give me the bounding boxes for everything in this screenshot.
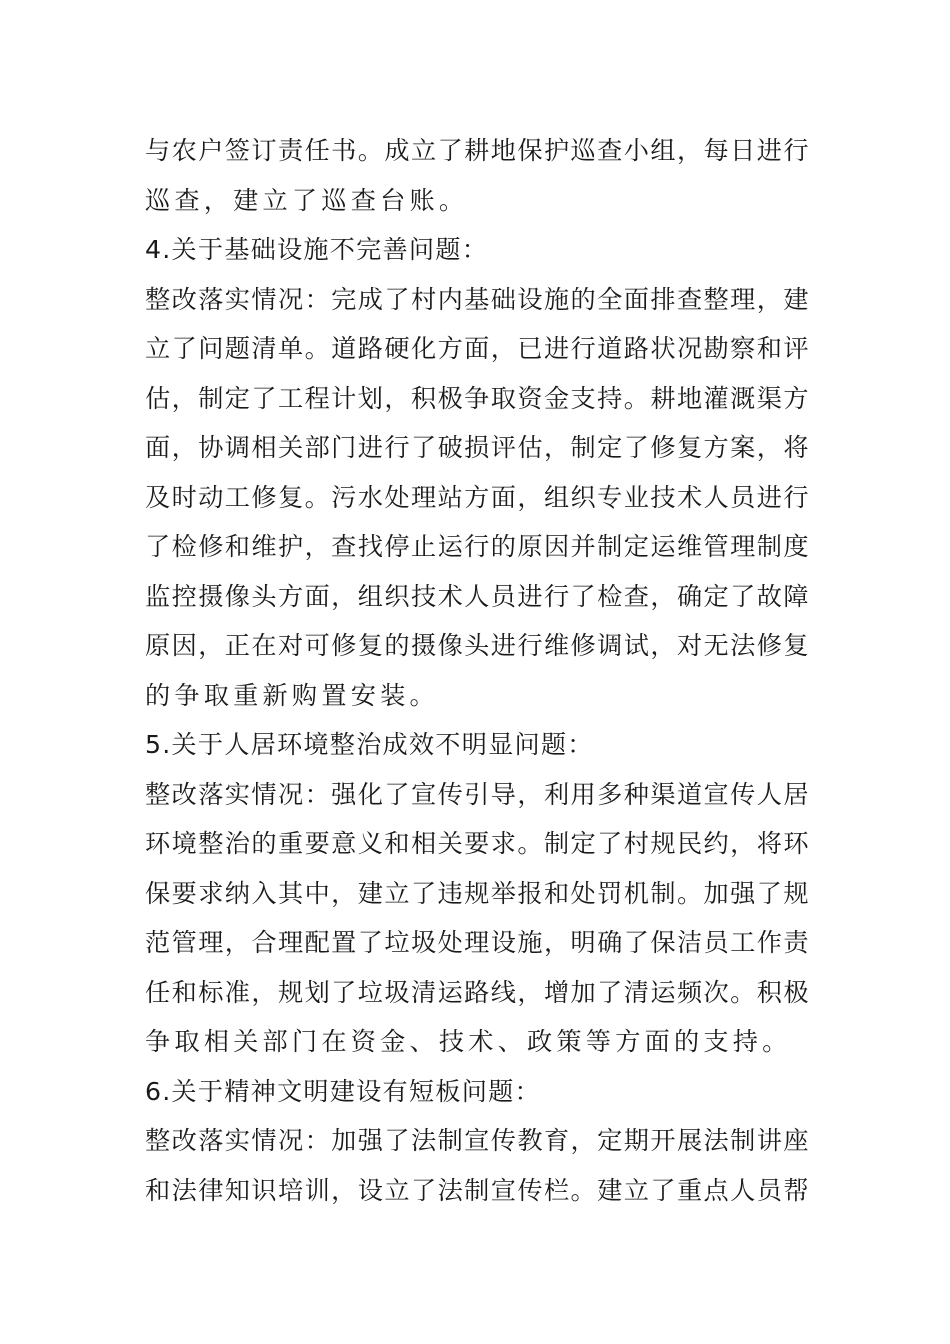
body-line: 了检修和维护，查找停止运行的原因并制定运维管理制度 bbox=[145, 532, 810, 561]
body-line: 整改落实情况：加强了法制宣传教育，定期开展法制讲座 bbox=[145, 1126, 810, 1155]
body-line: 保要求纳入其中，建立了违规举报和处罚机制。加强了规 bbox=[145, 878, 810, 908]
body-line: 环境整治的重要意义和相关要求。制定了村规民约，将环 bbox=[145, 829, 810, 858]
document-body bbox=[145, 126, 810, 1215]
section-heading: 5.关于人居环境整治成效不明显问题： bbox=[145, 730, 594, 759]
body-line: 及时动工修复。污水处理站方面，组织专业技术人员进行 bbox=[145, 482, 810, 512]
body-line: 原因，正在对可修复的摄像头进行维修调试，对无法修复 bbox=[145, 631, 810, 660]
body-line: 与农户签订责任书。成立了耕地保护巡查小组，每日进行 bbox=[145, 136, 810, 165]
section-heading: 4.关于基础设施不完善问题： bbox=[145, 235, 489, 264]
body-line: 范管理，合理配置了垃圾处理设施，明确了保洁员工作责 bbox=[145, 928, 810, 957]
body-line: 任和标准，规划了垃圾清运路线，增加了清运频次。积极 bbox=[145, 977, 810, 1007]
body-line: 估，制定了工程计划，积极争取资金支持。耕地灌溉渠方 bbox=[145, 383, 810, 413]
body-line: 监控摄像头方面，组织技术人员进行了检查，确定了故障 bbox=[145, 581, 810, 611]
body-line: 整改落实情况：完成了村内基础设施的全面排查整理，建 bbox=[145, 284, 810, 314]
body-line: 的争取重新购置安装。 bbox=[145, 680, 439, 710]
body-line: 立了问题清单。道路硬化方面，已进行道路状况勘察和评 bbox=[145, 334, 810, 363]
body-line: 巡查，建立了巡查台账。 bbox=[145, 185, 469, 215]
body-line: 争取相关部门在资金、技术、政策等方面的支持。 bbox=[145, 1027, 792, 1056]
body-line: 面，协调相关部门进行了破损评估，制定了修复方案，将 bbox=[145, 433, 810, 462]
body-line: 整改落实情况：强化了宣传引导，利用多种渠道宣传人居 bbox=[145, 779, 810, 809]
body-line: 和法律知识培训，设立了法制宣传栏。建立了重点人员帮 bbox=[145, 1175, 810, 1205]
section-heading: 6.关于精神文明建设有短板问题： bbox=[145, 1076, 541, 1106]
